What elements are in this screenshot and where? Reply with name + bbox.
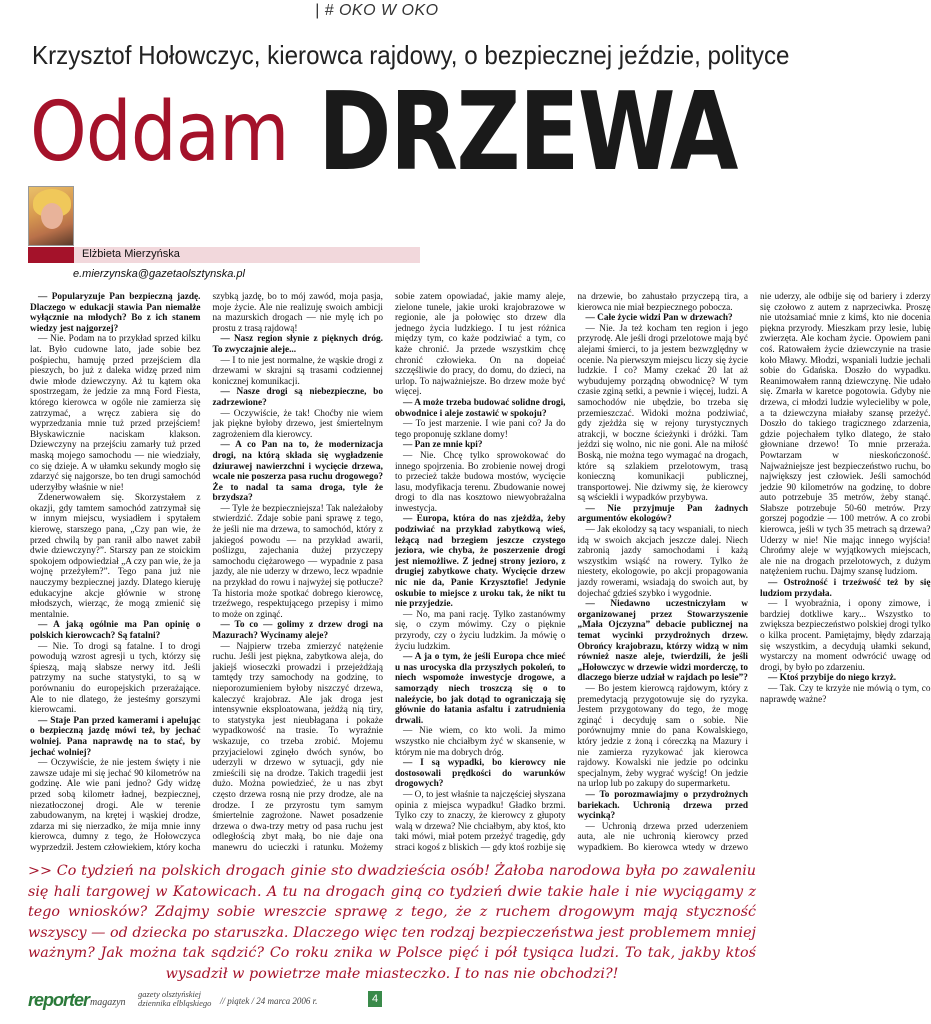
article-paragraph: — Nie. To drogi są fatalne. I to drogi powodują wzrost agresji u tych, którzy się śpieszą, mają słabsze nerwy itd. Jeśli patrzymy na suche statystyki, to są w porównaniu do europejskich przerażające. Ale to nie dlatego, że jesteśmy gorszymi kierowcami.	[30, 641, 201, 716]
article-question: — Nie przyjmuje Pan żadnych argumentów ekologów?	[577, 503, 748, 525]
article-paragraph: — I wyobraźnia, i opony zimowe, i bardziej dotkliwe kary... Wszystko to zwiększa bezpieczeństwo polskiej drogi tylko o kilka procent. Pamiętajmy, błędy zdarzają się wszystkim, a decydują ułamki sekund, wystarczy na moment odwrócić uwagę od drogi, by było po zdarzeniu.	[760, 599, 931, 673]
article-paragraph: — Bo jestem kierowcą rajdowym, który z premedytacją przygotowuje się do ryzyka. Jestem przygotowany do tego, że mogę zginąć i decyduję sam o sobie. Nie porównujmy mnie do pana Kowalskiego, który jedzie z żoną i córeczką na Mazury i nie zamierza ryzykować jak kierowca rajdowy. Kowalski nie jedzie po odcinku specjalnym, żeby wygrać wyścig! On jedzie na urlop lub po zakupy do supermarketu.	[577, 683, 748, 790]
article-question: — I są wypadki, bo kierowcy nie dostosowali prędkości do warunków drogowych?	[395, 758, 566, 790]
article-paragraph: — Oczywiście, że nie jestem święty i nie zawsze udaje mi się jechać 90 kilometrów na godzinę. Ale wie pani jedno? Gdy widzę przed sobą kilometr ładnej, bezpiecznej, niezatłoczonej drogi. Ale w terenie zabudowanym, na krętej i wąskiej drodze, zdarza mi się nierzadko, że mija mnie inny kierowca, dumny z tego, że Hołowczyca wyprzedził. Jestem człowiekiem, który kocha szybką jazdę, bo to mój zawód, moja pasja, moje życie. Ale nie realizuję swoich ambicji na mazurskich drogach — nie mylę ich po prostu z trasą rajdową!	[30, 292, 383, 853]
article-question: — A może trzeba budować solidne drogi, obwodnice i aleje zostawić w spokoju?	[395, 397, 566, 419]
article-paragraph: — Uchronią drzewa przed uderzeniem auta, ale nie uchronią kierowcy przed wypadkiem. Bo kierowca wtedy w drzewo nie uderzy, ale odbije się od bariery i zderzy się czołowo z autem z naprzeciwka. Proszę nie utożsamiać mnie z kimś, kto nie docenia piękna przyrody. Mieszkam przy lesie, lubię zwierzęta. Ale kocham życie. Opowiem pani coś. Ratowałem życie dziewczynie na trasie koło Mławy. Młodzi, wspaniali ludzie jechali sobie do Gdańska. Doszło do wypadku. Reanimowałem ranną dziewczynę. Nie udało się. Zmarła w karetce pogotowia. Gdyby nie drzewa, ci młodzi ludzie wylecieliby w pole, a ta dziewczyna miałaby szansę przeżyć. Doszło do takiego tragicznego zdarzenia, gdzie pojechałem tylko dlatego, że stało głowniane drzewo! To mnie przeraża. Powtarzam w nieskończoność. Najważniejsze jest bezpieczeństwo ruchu, bo największy jest człowiek. Jeśli samochód jedzie 90 kilometrów na godzinę, to dobre auto potrzebuje 35 metrów, żeby stanąć. Słabsze potrzebuje 50-60 metrów. Przy gorszej pogodzie — 100 metrów. A co zrobi kierowca, jeśli w tych 35 metrach są drzewa? Uderzy w nie! Nie mając innego wyjścia! Chrońmy aleje w wyjątkowych miejscach, ale nie na drogach przelotowych, z dużym natężeniem ruchu. Dajmy szansę ludziom.	[577, 292, 931, 853]
article-question: — Staje Pan przed kamerami i apelując o bezpieczną jazdę mówi też, by jechać wolniej. Pana naprawdę na to stać, by jechać wolniej?	[30, 715, 201, 758]
article-question: — Popularyzuje Pan bezpieczną jazdę. Dlaczego w edukacji stawia Pan niemalże wyłącznie na młodych? Bo z ich stanem wiedzy jest najgorzej?	[30, 292, 201, 334]
article-question: — Całe życie widzi Pan w drzewach?	[585, 313, 733, 324]
article-paragraph: — To jest marzenie. I wie pani co? Ja do tego proponuję szklane domy!	[395, 419, 566, 440]
article-paragraph: — Oczywiście, że tak! Choćby nie wiem jak piękne byłoby drzewo, jest śmiertelnym zagrożeniem dla kierowcy.	[212, 408, 383, 440]
author-name: Elżbieta Mierzyńska	[82, 248, 180, 260]
papers-names	[138, 990, 211, 1008]
article-paragraph: — O, to jest właśnie ta najczęściej słyszana opinia z miejsca wypadku! Gładko brzmi. Tylko czy to znaczy, że kierowcy z głupoty walą w drzewa? Nie chciałbym, aby ktoś, kto taki mówi, miał potem przeżyć tragedię, gdy straci kogoś z bliskich — gdy ktoś rozbije się na drzewie, bo zahustało przyczepą tira, a kierowca nie miał bezpiecznego pobocza.	[395, 292, 748, 853]
article-question: — Pan ze mnie kpi?	[403, 440, 483, 451]
article-paragraph: — I to nie jest normalne, że wąskie drogi z drzewami w skrajni są trasami codziennej konicznej komunikacji.	[212, 355, 383, 387]
paper-line-2: dziennika elbląskiego	[138, 998, 212, 1008]
author-email[interactable]: e.mierzynska@gazetaolsztynska.pl	[73, 268, 245, 280]
pull-quote: >> Co tydzień na polskich drogach ginie sto dwadzieścia osób! Żałoba narodowa była po zawaleniu się hali targowej w Katowicach. A tu na drogach giną co tydzień dwie takie hale i nie wyciągamy z tego wniosków? Zdajmy sobie wreszcie sprawę z tego, że z ruchem drogowym mają styczność wszyscy — od dziecka po staruszka. Dlaczego więc ten rodzaj bezpieczeństwa jest problemem mniej ważnym? Jak można tak sądzić? Co roku znika w Polsce pięć i pół tysiąca ludzi. To tak, jakby ktoś wysadził w powietrze małe miasteczko. I to nas nie obchodzi?!	[28, 863, 756, 982]
author-photo	[28, 186, 74, 246]
issue-date: // piątek / 24 marca 2006 r.	[220, 996, 318, 1006]
article-question: — Nasz region słynie z pięknych dróg. To zwyczajnie aleje...	[212, 334, 383, 355]
section-kicker: | # OKO W OKO	[315, 2, 439, 19]
article-paragraph: Zdenerwowałem się. Skorzystałem z okazji, gdy tamtem samochód zatrzymał się w innym miejscu, wysiadłem i spytałem kierowę, starszego pana, „Czy pan wie, że przed chwilą by pan ranił albo nawet zabił dwie dziewczyny?”. Starszy pan ze stoickim spokojem odpowiedział „A czy pan wie, że ja wojnę przeżyłem?”. Tego pana już nie nauczymy bezpiecznej jazdy. Dlatego kieruję edukacyjne akcje głównie w stronę młodszych, wierząc, że mogą zmienić się mentalnie.	[30, 493, 201, 620]
headline-red: Oddam	[30, 85, 289, 180]
paper-line-1: gazety olsztyńskiej	[138, 989, 202, 999]
article-paragraph: — Nie wiem, co kto woli. Ja mimo wszystko nie chciałbym żyć w skansenie, w którym nie ma dobrych dróg.	[395, 726, 566, 758]
article-paragraph: — Tak. Czy te krzyże nie mówią o tym, co naprawdę ważne?	[760, 683, 931, 705]
article-paragraph: — Jak ekolodzy są tacy wspaniali, to niech idą w swoich akcjach jeszcze dalej. Niech zabronią jazdy samochodami i każą wszystkim wsiąść na rowery. Tylko że niestety, ekologowie, po akcji propagowania jazdy rowerami, wsiadają do swoich aut, by dojechać gdzieś szybko i wygodnie.	[577, 525, 748, 599]
article-question: — A jaką ogólnie ma Pan opinię o polskich kierowcach? Są fatalni?	[30, 620, 201, 641]
article-subtitle: Krzysztof Hołowczyc, kierowca rajdowy, o bezpiecznej jeździe, polityce	[32, 40, 790, 70]
article-paragraph: — Tyle że bezpieczniejsza! Tak należałoby stwierdzić. Zdaje sobie pani sprawę z tego, że jeśli nie ma drzewa, to samochód, który z jakiegoś powodu — na przykład awarii, poślizgu, zajechania dużej przyczepy samochodu ciężarowego — wypadnie z pasa jazdy, ale nie uderzy w drzewo, lecz wpadnie na przykład do rowu i najwyżej się potłucze? Ta historia może spotkać dobrego kierowcę, trzeźwego, respektującego przepisy i mimo to może on zginąć.	[212, 503, 383, 620]
article-question: — Ostrożność i trzeźwość też by się ludziom przydała.	[760, 578, 931, 599]
article-paragraph: — Nie. Podam na to przykład sprzed kilku lat. Było cudowne lato, jade sobie bez pośpiechu, hamuję przed przejściem dla pieszych, bo już z daleka widzę przed nim dwie młode dziewczyny. Aż tu kątem oka spostrzegam, że jedzie za mną Ford Fiesta, którego kierowca w ogóle nie zamierza się zatrzymać, a wręcz zabiera się do wyprzedzania mnie tuż przed przejściem! Błyskawicznie naciskam klakson. Dziewczyny na przejściu zamarły tuż przed maską mojego samochodu — nie wiedziały, co się dzieje. A w ułamku sekundy mogło się zdarzyć się najgorsze, bo ten drugi samochód uderzyłby właśnie w nie!	[30, 334, 201, 493]
headline-black: DRZEWA	[318, 70, 737, 195]
article-paragraph: — Najpierw trzeba zmierzyć natężenie ruchu. Jeśli jest piękna, zabytkowa aleja, do jakiejś wioseczki prowadzi i przejeżdżają tamtędy trzy samochody na godzinę, to nieporozumieniem byłoby niszczyć drzewa, kaleczyć krajobraz. Ale jak droga jest intensywnie eksploatowana, jeżdżą nią tiry, to statystyka jest nieubłagana i pokaże wypadkowość na trasie. To wyraźnie wskazuje, co trzeba zrobić. Mojemu przyjacielowi zginęło dwóch synów, bo uderzyli w drzewo w sytuacji, gdy nie zmieścili się na drodze. Takich tragedii jest dużo. Można powiedzieć, że u nas zbyt często drzewa rosną nie przy drodze, ale na drodze. I ze przyrostu tym samym śmiertelnie zagrożone. Nawet posadzenie drzewa o dwa-trzy metry od pasa ruchu jest odległością zbyt małą, bo nie daje ona manewru do ucieczki i ratunku. Możemy sobie zatem opowiadać, jakie mamy aleje, zielone tunele, jakie uroki krajobrazowe w regionie, ale ja połowięc sto drzew dla jednego życia ludzkiego. I tu jest różnica między tym, co każe podziwiać a tym, co każe chronić. Ja przede wszystkim chcę chronić człowieka. On na dopeiać szczęśliwie do pracy, do domu, do dzieci, na urlop. To najważniejsze. Bo drzew może być więcej.	[212, 292, 566, 853]
reporter-logo: reporter	[28, 990, 90, 1010]
article-paragraph: — Nie. Ja też kocham ten region i jego przyrodę. Ale jeśli drogi przelotowe mają być alejami śmierci, to ja jestem bezwzględny w ocenie. Na pierwszym miejscu liczy się życie ludzkie. I co? Mamy czekać 20 lat aż wybudujemy porządną obwodnicę? W tym czasie zginą setki, a pewnie i więcej, ludzi. A samochodów nie ubędzie, bo trzeba się przemieszczać. Widoki można podziwiać, gdy zjeżdża się w rejony turystycznych atrakcji, w boczne ścieżynki i dróżki. Tam jeździ się wolno, nic nie goni. Ale na miłość Boską, nie można tego wymagać na drogach, które są szlakiem przelotowym, trasą konieczną komunikacji publicznej, transportowej. Nie dziwmy się, że kierowcy są wściekli i wypadków przybywa.	[577, 323, 748, 504]
article-question: — Europa, która do nas zjeżdża, żeby podziwiać na przykład zabytkową wieś, leżącą nad brzegiem jeszcze czystego jeziora, wie chyba, że poszerzenie drogi jest niemożliwe. Z jednej strony jezioro, z drugiej zabytkowe chaty. Wycięcie drzew nic nie da, Panie Krzysztofie! Jedynie oskubie to miejsce z uroku tak, że nikt tu nie przyjedzie.	[395, 514, 566, 610]
article-body	[30, 292, 931, 860]
article-question: — Ktoś przybije do niego krzyż.	[768, 673, 897, 684]
footer	[28, 990, 748, 1010]
article-question: — Niedawno uczestniczyłam w organizowanej przez Stowarzyszenie „Mała Ojczyzna” debacie publicznej na temat wycinki przydrożnych drzew. Obrońcy krajobrazu, którzy widzą w nim również nasze aleje, twierdzili, że jeśli „Hołowczyc w drzewie widzi morderczę, to dlaczego bierze udział w rajdach po lesie”?	[577, 599, 748, 684]
article-question: — A ja o tym, że jeśli Europa chce mieć u nas urocyska dla przyszłych pokoleń, to niech wspomoże inwestycje drogowe, a samorządy niech troszczą się o to naleźycie, bo jak dotąd to ograniczają się głównie do łatania asfaltu i zatrudnienia drwali.	[395, 652, 566, 726]
article-question: — Nasze drogi są niebezpieczne, bo zadrzewione?	[212, 387, 383, 408]
article-question: — A co Pan na to, że modernizacja drogi, na którą składa się wygładzenie dziurawej nawierzchni i wycięcie drzewa, wcale nie poszerza pasa ruchu drogowego? Że to nadal ta sama droga, tyle że brzydsza?	[212, 440, 383, 504]
page-number: 4	[368, 991, 382, 1007]
photo-face	[41, 203, 63, 229]
article-paragraph: — No, ma pani rację. Tylko zastanówmy się, o czym mówimy. Czy o pięknie przyrody, czy o życiu ludzkim. Ja mówię o życiu ludzkim.	[395, 609, 566, 652]
article-paragraph: — Nie. Chcę tylko sprowokować do innego spojrzenia. Bo zrobienie nowej drogi to przecież także budowa mostów, wycięcie lasu, modyfikacja terenu. Zbudowanie nowej drogi to dla nas kosztowo niewyobrażalna inwestycja.	[395, 450, 566, 514]
article-question: — To co — golimy z drzew drogi na Mazurach? Wycinamy aleje?	[212, 620, 383, 641]
article-question: — To porozmawiajmy o przydrożnych bariekach. Uchronią drzewa przed wycinką?	[577, 789, 748, 822]
logo-subtitle: magazyn	[90, 997, 126, 1008]
